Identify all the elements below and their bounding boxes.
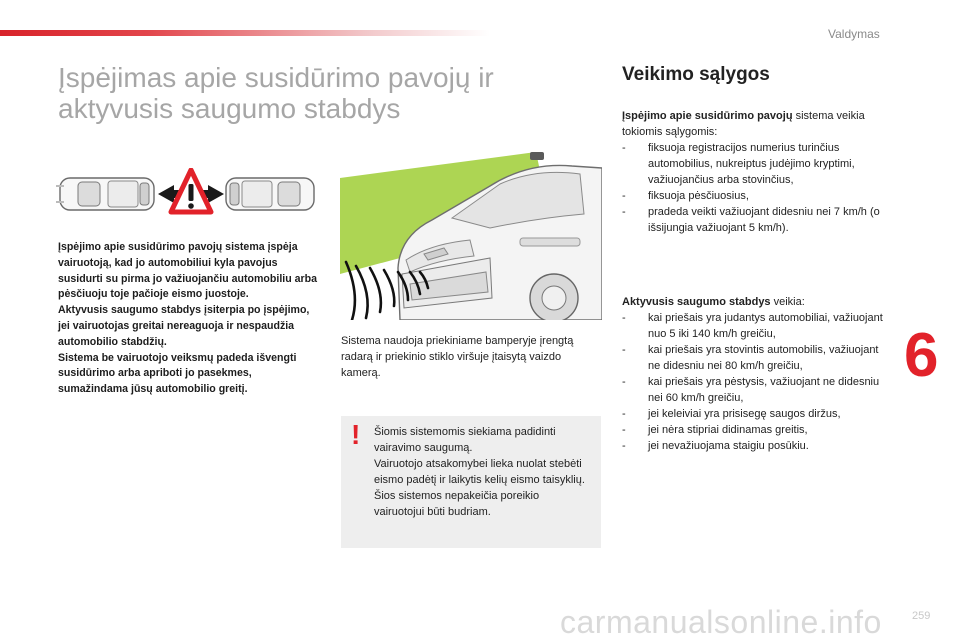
list-item: [622, 140, 892, 188]
list-item-text: jei keleiviai yra prisisegę saugos diržus,: [648, 408, 841, 420]
list-item: [622, 374, 892, 406]
list-dash: -: [622, 408, 626, 420]
list-item: [622, 342, 892, 374]
front-car-top-view-icon: [226, 178, 314, 210]
conditions-list: [622, 310, 892, 454]
page-title: [58, 62, 578, 124]
description-paragraph: Aktyvusis saugumo stabdys įsiterpia po įspėjimo, jei vairuotojas greitai nereaguoja ir nespaudžia automobilio stabdžių.: [58, 304, 310, 348]
illustration-caption: Sistema naudoja priekiniame bamperyje įrengtą radarą ir priekinio stiklo viršuje įtaisytą vaizdo kamerą.: [341, 335, 574, 379]
conditions-intro: [622, 294, 892, 310]
list-item-text: kai priešais yra pėstysis, važiuojant ne didesniu nei 60 km/h greičiu,: [648, 376, 880, 404]
windscreen-camera-icon: [530, 152, 544, 160]
collision-warning-conditions: [622, 108, 892, 236]
page-title-line-2: aktyvusis saugumo stabdys: [58, 93, 401, 124]
list-dash: -: [622, 344, 626, 356]
watermark: carmanualsonline.info: [560, 604, 882, 640]
list-item: [622, 406, 892, 422]
warning-text: [374, 424, 592, 520]
list-item: [622, 438, 892, 454]
header-accent-bar: [0, 30, 490, 36]
list-item-text: jei nevažiuojama staigiu posūkiu.: [648, 440, 809, 452]
page-title-line-1: Įspėjimas apie susidūrimo pavojų ir: [58, 62, 494, 93]
list-item: [622, 310, 892, 342]
van-radar-illustration: [340, 148, 602, 320]
page-number: 259: [912, 610, 931, 622]
list-item-text: fiksuoja registracijos numerius turinčius automobilius, nukreiptus judėjimo kryptimi, važiuojančius arba stovinčius,: [648, 142, 855, 186]
warning-paragraph: Šios sistemos nepakeičia poreikio vairuotojui būti budriam.: [374, 490, 540, 518]
list-item-text: kai priešais yra stovintis automobilis, važiuojant ne didesniu nei 80 km/h greičiu,: [648, 344, 879, 372]
warning-paragraph: Šiomis sistemomis siekiama padidinti vairavimo saugumą.: [374, 426, 556, 454]
conditions-intro: [622, 108, 892, 140]
conditions-intro-text: veikia:: [770, 296, 805, 308]
list-dash: -: [622, 312, 626, 324]
list-item-text: kai priešais yra judantys automobiliai, važiuojant nuo 5 iki 140 km/h greičiu,: [648, 312, 883, 340]
list-dash: -: [622, 206, 626, 218]
list-item: [622, 188, 892, 204]
conditions-intro-text: sistema veikia tokiomis sąlygomis:: [622, 110, 865, 138]
collision-warning-illustration: [56, 168, 318, 220]
warning-paragraph: Vairuotojo atsakomybei lieka nuolat stebėti eismo padėtį ir laikytis kelių eismo taisyklių.: [374, 458, 585, 486]
conditions-list: [622, 140, 892, 236]
list-item-text: fiksuoja pėsčiuosius,: [648, 190, 749, 202]
list-dash: -: [622, 424, 626, 436]
rear-car-top-view-icon: [56, 178, 154, 210]
list-item: [622, 204, 892, 236]
exclamation-warning-icon: !: [351, 419, 361, 450]
list-dash: -: [622, 376, 626, 388]
list-item-text: jei nėra stipriai didinamas greitis,: [648, 424, 808, 436]
conditions-intro-bold: Aktyvusis saugumo stabdys: [622, 296, 771, 308]
list-dash: -: [622, 190, 626, 202]
system-description: [58, 240, 320, 398]
list-dash: -: [622, 142, 626, 154]
description-paragraph: Sistema be vairuotojo veiksmų padeda išvengti susidūrimo arba apriboti jo pasekmes, sumažindama jūsų automobilio greitį.: [58, 351, 297, 396]
list-dash: -: [622, 440, 626, 452]
active-braking-conditions: [622, 294, 892, 454]
chapter-number: 6: [904, 321, 939, 390]
section-label: Valdymas: [828, 27, 880, 41]
list-item-text: pradeda veikti važiuojant didesniu nei 7 km/h (o išsijungia važiuojant 5 km/h).: [648, 206, 880, 234]
operating-conditions-title: Veikimo sąlygos: [622, 64, 770, 85]
list-item: [622, 422, 892, 438]
description-paragraph: Įspėjimo apie susidūrimo pavojų sistema įspėja vairuotoją, kad jo automobiliui kyla pavojus susidurti su pirma jo važiuojančiu automobiliu arba pėsčiuoju toje pačioje eismo juostoje.: [58, 241, 317, 301]
conditions-intro-bold: Įspėjimo apie susidūrimo pavojų: [622, 110, 793, 122]
